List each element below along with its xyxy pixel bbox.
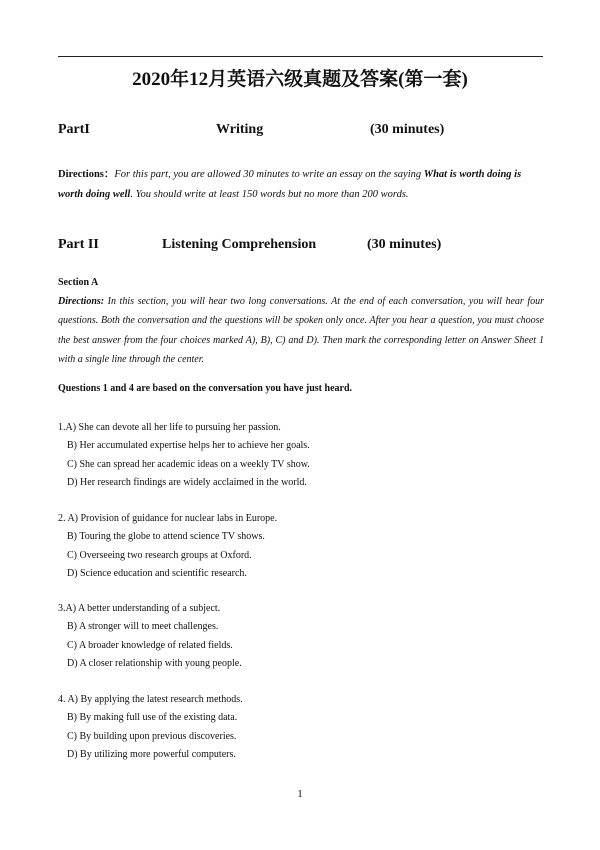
question-2	[58, 510, 538, 583]
question-4-option-a: 4. A) By applying the latest research methods.	[58, 694, 243, 705]
question-4-option-c: C) By building upon previous discoveries.	[67, 730, 237, 742]
page-number: 1	[297, 788, 303, 800]
listening-directions-lead: Directions:	[58, 296, 105, 307]
part1-name: Writing	[216, 122, 264, 137]
question-2-option-b: B) Touring the globe to attend science TV shows.	[67, 531, 265, 543]
question-1-option-d: D) Her research findings are widely acclaimed in the world.	[67, 476, 307, 488]
question-1	[58, 419, 538, 492]
listening-directions-text: In this section, you will hear two long conversations. At the end of each conversation, you will hear four questions. Both the conversation and the questions will be spoken only once. After you hear a question, you must choose the best answer from the four choices marked A), B), C) and D). Then mark the corresponding letter on Answer Sheet 1 with a single line through the center.	[58, 296, 545, 366]
part1-time: (30 minutes)	[370, 122, 445, 137]
listening-directions	[58, 292, 544, 370]
page-title: 2020年12月英语六级真题及答案(第一套)	[132, 69, 468, 90]
part1-label: PartI	[58, 122, 90, 137]
writing-topic: What is worth doing is worth doing well	[58, 169, 522, 200]
part2-label: Part II	[58, 237, 99, 252]
writing-directions-text1: For this part, you are allowed 30 minutes to write an essay on the saying	[114, 169, 424, 180]
question-2-option-d: D) Science education and scientific research.	[67, 567, 247, 579]
writing-directions	[58, 165, 544, 205]
question-2-option-a: 2. A) Provision of guidance for nuclear labs in Europe.	[58, 513, 278, 524]
section-a-heading: Section A	[58, 277, 99, 288]
question-4	[58, 691, 538, 764]
question-4-option-b: B) By making full use of the existing data.	[67, 712, 238, 724]
question-3-option-b: B) A stronger will to meet challenges.	[67, 621, 219, 633]
question-1-option-b: B) Her accumulated expertise helps her to achieve her goals.	[67, 440, 310, 452]
part2-name: Listening Comprehension	[162, 237, 317, 252]
header-rule	[58, 56, 543, 57]
question-3-option-c: C) A broader knowledge of related fields.	[67, 639, 233, 651]
writing-directions-lead: Directions：	[58, 169, 115, 180]
question-3	[58, 600, 538, 673]
question-2-option-c: C) Overseeing two research groups at Oxford.	[67, 549, 252, 561]
question-1-option-c: C) She can spread her academic ideas on a weekly TV show.	[67, 458, 310, 470]
question-4-option-d: D) By utilizing more powerful computers.	[67, 748, 236, 760]
question-3-option-a: 3.A) A better understanding of a subject.	[58, 603, 221, 614]
question-1-option-a: 1.A) She can devote all her life to pursuing her passion.	[58, 422, 281, 433]
part2-time: (30 minutes)	[367, 237, 442, 252]
writing-directions-text2: . You should write at least 150 words but no more than 200 words.	[130, 189, 409, 200]
question-3-option-d: D) A closer relationship with young people.	[67, 657, 242, 669]
questions-note: Questions 1 and 4 are based on the conversation you have just heard.	[58, 383, 353, 394]
